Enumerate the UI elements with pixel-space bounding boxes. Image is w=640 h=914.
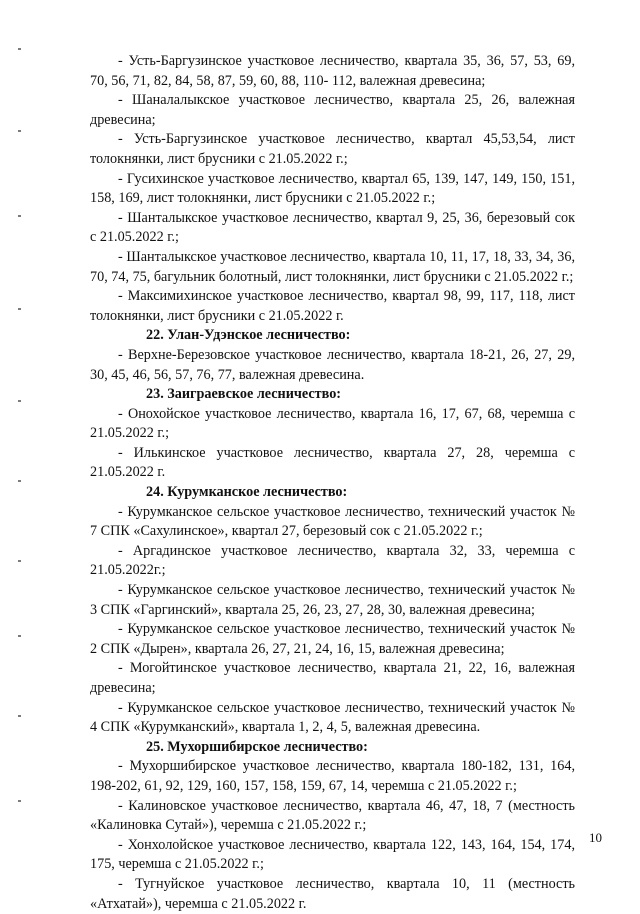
list-item: - Тугнуйское участковое лесничество, квартала 10, 11 (местность «Атхатай»), черемша с 21.05.2022 г.	[90, 875, 575, 912]
scan-mark	[18, 560, 21, 562]
scan-mark	[18, 635, 21, 637]
list-item: - Шанталыкское участковое лесничество, квартал 9, 25, 36, березовый сок с 21.05.2022 г.;	[90, 209, 575, 246]
list-item: - Гусихинское участковое лесничество, квартал 65, 139, 147, 149, 150, 151, 158, 169, лист толокнянки, лист брусники с 21.05.2022 г.;	[90, 170, 575, 207]
list-item: - Курумканское сельское участковое лесничество, технический участок № 3 СПК «Гаргинский», квартала 25, 26, 23, 27, 28, 30, валежная древесина;	[90, 582, 575, 618]
section-heading	[90, 385, 575, 405]
list-item: - Аргадинское участковое лесничество, квартала 32, 33, черемша с 21.05.2022г.;	[90, 542, 575, 579]
scan-mark	[18, 130, 21, 132]
scan-mark	[18, 308, 21, 310]
section-number: 24.	[146, 484, 164, 501]
scan-mark	[18, 215, 21, 217]
list-item: - Шаналалыкское участковое лесничество, квартала 25, 26, валежная древесина;	[90, 92, 575, 128]
margin-scan-marks	[0, 0, 40, 876]
scan-mark	[18, 800, 21, 802]
section-title: Улан-Удэнское лесничество:	[167, 327, 351, 344]
section-heading	[90, 738, 575, 758]
list-item: - Калиновское участковое лесничество, квартала 46, 47, 18, 7 (местность «Калиновка Сутай»), черемша с 21.05.2022 г.;	[90, 797, 575, 834]
list-item: - Курумканское сельское участковое лесничество, технический участок № 7 СПК «Сахулинское», квартал 27, березовый сок с 21.05.2022 г.;	[90, 503, 575, 540]
section-number: 22.	[146, 327, 164, 344]
page-number: 10	[589, 830, 602, 845]
list-item: - Шанталыкское участковое лесничество, квартала 10, 11, 17, 18, 33, 34, 36, 70, 74, 75, багульник болотный, лист толокнянки, лист брусники с 21.05.2022 г.;	[90, 248, 575, 285]
section-heading	[90, 326, 575, 346]
scan-mark	[18, 400, 21, 402]
section-heading	[90, 483, 575, 503]
section-title: Мухоршибирское лесничество:	[167, 738, 368, 755]
document-body	[90, 52, 575, 914]
list-item: - Могойтинское участковое лесничество, квартала 21, 22, 16, валежная древесина;	[90, 660, 575, 696]
list-item: - Курумканское сельское участковое лесничество, технический участок № 4 СПК «Курумканский», квартала 1, 2, 4, 5, валежная древесина.	[90, 699, 575, 736]
list-item: - Усть-Баргузинское участковое лесничество, квартал 45,53,54, лист толокнянки, лист брусники с 21.05.2022 г.;	[90, 131, 575, 167]
section-number: 23.	[146, 386, 164, 403]
list-item: - Курумканское сельское участковое лесничество, технический участок № 2 СПК «Дырен», квартала 26, 27, 21, 24, 16, 15, валежная древесина;	[90, 621, 575, 657]
list-item: - Илькинское участковое лесничество, квартала 27, 28, черемша с 21.05.2022 г.	[90, 444, 575, 481]
list-item: - Усть-Баргузинское участковое лесничество, квартала 35, 36, 57, 53, 69, 70, 56, 71, 82, 84, 58, 87, 59, 60, 88, 110- 112, валежная древесина;	[90, 53, 575, 89]
list-item: - Максимихинское участковое лесничество, квартал 98, 99, 117, 118, лист толокнянки, лист брусники с 21.05.2022 г.	[90, 288, 575, 324]
section-number: 25.	[146, 738, 164, 755]
list-item: - Хонхолойское участковое лесничество, квартала 122, 143, 164, 154, 174, 175, черемша с 21.05.2022 г.;	[90, 836, 575, 873]
scan-mark	[18, 48, 21, 50]
section-title: Заиграевское лесничество:	[167, 386, 342, 403]
scan-mark	[18, 480, 21, 482]
section-title: Курумканское лесничество:	[167, 484, 348, 501]
list-item: - Онохойское участковое лесничество, квартала 16, 17, 67, 68, черемша с 21.05.2022 г.;	[90, 405, 575, 442]
list-item: - Мухоршибирское участковое лесничество, квартала 180-182, 131, 164, 198-202, 61, 92, 129, 160, 157, 158, 159, 67, 14, черемша с 21.05.2022 г.;	[90, 758, 575, 794]
list-item: - Верхне-Березовское участковое лесничество, квартала 18-21, 26, 27, 29, 30, 45, 46, 56, 57, 76, 77, валежная древесина.	[90, 346, 575, 383]
scan-mark	[18, 715, 21, 717]
